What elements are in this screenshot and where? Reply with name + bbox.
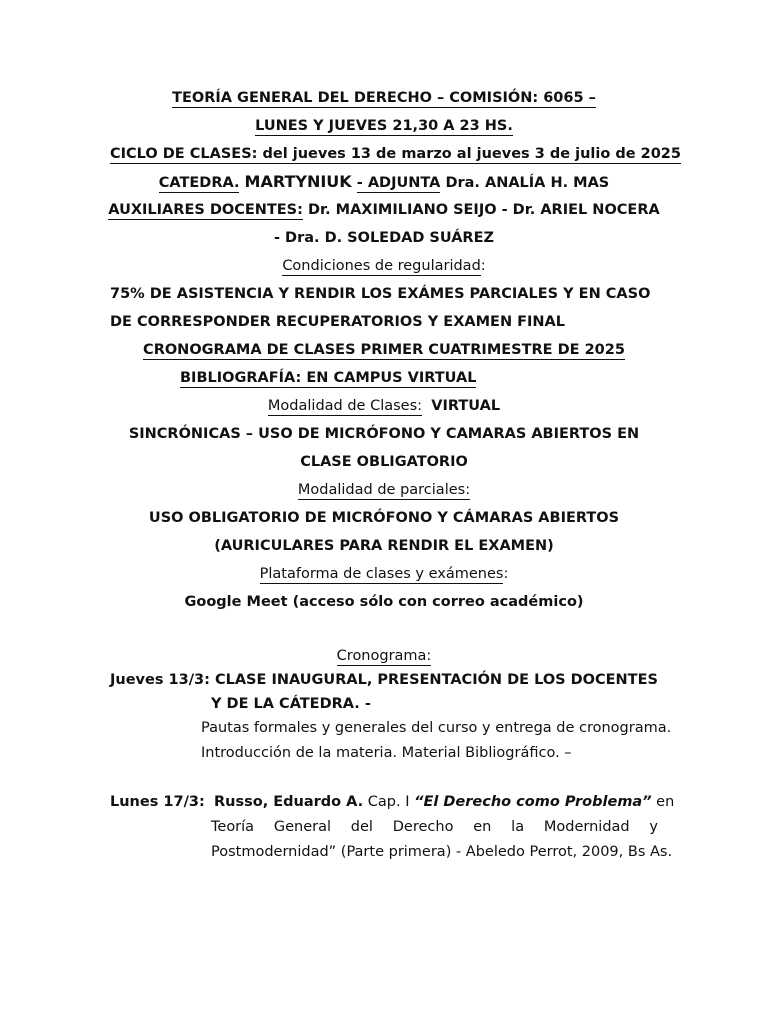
modalidad-clases-line-2: CLASE OBLIGATORIO — [300, 454, 468, 470]
auxiliares-continuation — [0, 228, 768, 248]
entry-1-detail-1: Pautas formales y generales del curso y entrega de cronograma. — [201, 720, 672, 736]
plataforma-value-rest: (acceso sólo con correo académico) — [292, 594, 584, 610]
regularidad-label: Condiciones de regularidad — [282, 258, 481, 274]
modalidad-parciales-line-1: USO OBLIGATORIO DE MICRÓFONO Y CÁMARAS ABIERTOS — [148, 510, 620, 526]
entry-1-date: Jueves 13/3: — [110, 672, 210, 688]
entry-2-en: en — [656, 794, 675, 810]
entry-2-line-2: Teoría General del Derecho en la Modernidad y — [211, 819, 658, 835]
plataforma-value-bold: Google Meet — [184, 594, 288, 610]
entry-2-work: “El Derecho como Problema” — [414, 794, 652, 810]
regularidad-colon: : — [480, 258, 486, 274]
entry-1-header — [110, 670, 658, 690]
entry-1-detail-2: Introducción de la materia. Material Bibliográfico. – — [201, 745, 572, 761]
auxiliares-label: AUXILIARES DOCENTES: — [108, 202, 303, 218]
bibliografia — [180, 368, 476, 388]
entry-2-header — [110, 792, 674, 812]
adjunta-label: - ADJUNTA — [356, 175, 441, 191]
modalidad-clases-line-1: SINCRÓNICAS – USO DE MICRÓFONO Y CAMARAS ABIERTOS EN — [128, 426, 640, 442]
catedra-name: MARTYNIUK — [244, 172, 352, 191]
entry-2-author: Russo, Eduardo A. — [213, 794, 364, 810]
course-title — [0, 88, 768, 108]
plataforma-colon: : — [503, 566, 509, 582]
modalidad-clases-heading — [0, 396, 768, 416]
modalidad-parciales-line-2: (AURICULARES PARA RENDIR EL EXAMEN) — [214, 538, 554, 554]
entry-2-line-3: Postmodernidad” (Parte primera) - Abeledo Perrot, 2009, Bs As. — [211, 844, 673, 860]
cronograma-label: Cronograma: — [336, 648, 432, 664]
auxiliares-names: Dr. MAXIMILIANO SEIJO - Dr. ARIEL NOCERA — [307, 202, 660, 218]
course-schedule-text: LUNES Y JUEVES 21,30 A 23 HS. — [255, 118, 513, 134]
plataforma-value — [0, 592, 768, 612]
entry-2-cap: Cap. I — [367, 794, 410, 810]
plataforma-label: Plataforma de clases y exámenes — [259, 566, 504, 582]
entry-1-title-2: Y DE LA CÁTEDRA. - — [211, 696, 371, 712]
modalidad-parciales-label: Modalidad de parciales: — [297, 482, 471, 498]
course-title-text: TEORÍA GENERAL DEL DERECHO – COMISIÓN: 6065 – — [172, 90, 596, 106]
cronograma-title — [0, 340, 768, 360]
plataforma-heading — [0, 564, 768, 584]
modalidad-clases-value: VIRTUAL — [431, 398, 501, 414]
adjunta-name: Dra. ANALÍA H. MAS — [445, 175, 610, 191]
cronograma-heading — [0, 646, 768, 666]
modalidad-parciales-heading — [0, 480, 768, 500]
entry-2-date: Lunes 17/3: — [110, 794, 205, 810]
cronograma-title-text: CRONOGRAMA DE CLASES PRIMER CUATRIMESTRE DE 2025 — [143, 342, 625, 358]
course-schedule — [0, 116, 768, 136]
regularidad-line-1: 75% DE ASISTENCIA Y RENDIR LOS EXÁMES PARCIALES Y EN CASO — [110, 286, 651, 302]
bibliografia-text: BIBLIOGRAFÍA: EN CAMPUS VIRTUAL — [180, 370, 477, 386]
catedra-label: CATEDRA. — [158, 175, 240, 191]
class-cycle — [110, 144, 681, 164]
regularidad-line-2: DE CORRESPONDER RECUPERATORIOS Y EXAMEN FINAL — [110, 314, 566, 330]
auxiliares-cont-text: - Dra. D. SOLEDAD SUÁREZ — [273, 230, 495, 246]
entry-1-title-1: CLASE INAUGURAL, PRESENTACIÓN DE LOS DOCENTES — [214, 672, 658, 688]
catedra-line — [0, 172, 768, 193]
modalidad-clases-label: Modalidad de Clases: — [267, 398, 423, 414]
auxiliares-line — [0, 200, 768, 220]
regularidad-heading — [0, 256, 768, 276]
class-cycle-text: CICLO DE CLASES: del jueves 13 de marzo al jueves 3 de julio de 2025 — [110, 146, 681, 162]
